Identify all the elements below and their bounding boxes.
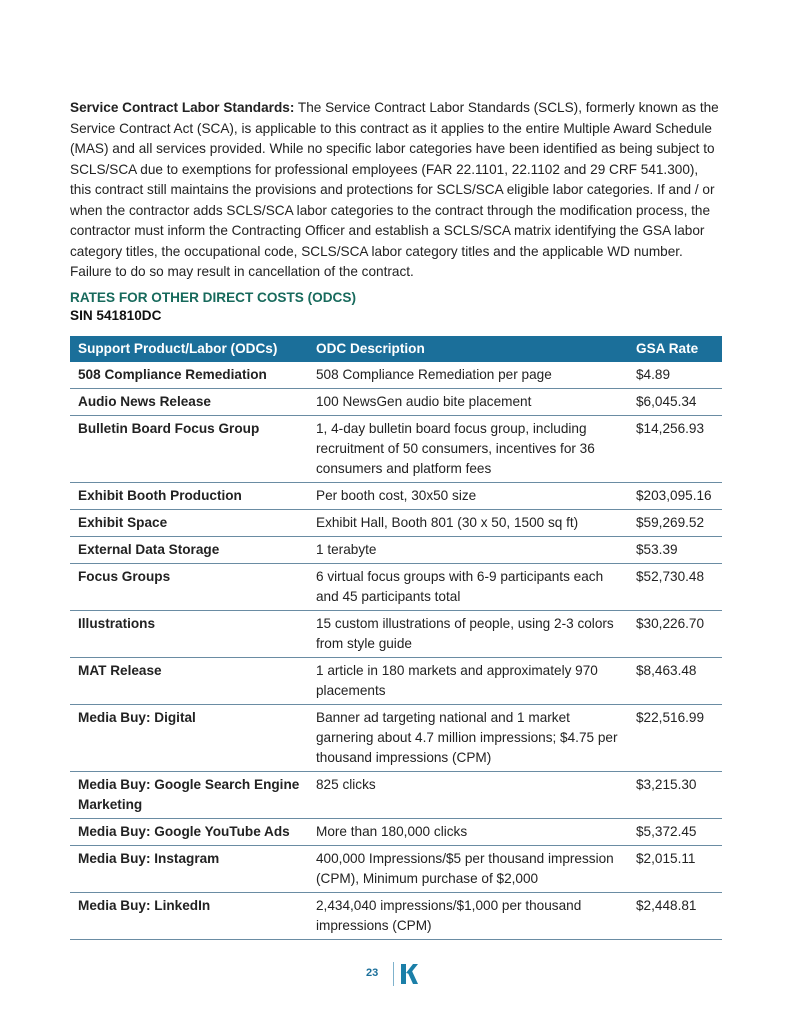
cell-description: Banner ad targeting national and 1 market garnering about 4.7 million impressions; $4.75 per thousand impressions (CPM) (308, 704, 628, 771)
table-row (70, 388, 722, 415)
paragraph-text: The Service Contract Labor Standards (SCLS), formerly known as the Service Contract Act (SCA), is applicable to this contract as it applies to the entire Multiple Award Schedule (MAS) and all services provided. While no specific labor categories have been identified as being subject to SCLS/SCA due to exemptions for professional employees (FAR 22.1101, 22.1102 and 29 CRF 541.300), this contract still maintains the provisions and protections for SCLS/SCA eligible labor categories. If and / or when the contractor adds SCLS/SCA labor categories to the contract through the modification process, the contractor must inform the Contracting Officer and establish a SCLS/SCA matrix identifying the GSA labor category titles, the occupational code, SCLS/SCA labor category titles and the applicable WD number. Failure to do so may result in cancellation of the contract. (70, 100, 719, 279)
cell-description: Exhibit Hall, Booth 801 (30 x 50, 1500 sq ft) (308, 509, 628, 536)
document-page (70, 98, 722, 940)
cell-rate: $203,095.16 (628, 482, 722, 509)
cell-product: Media Buy: LinkedIn (70, 892, 308, 939)
cell-rate: $4.89 (628, 362, 722, 389)
table-row (70, 892, 722, 939)
table-row (70, 771, 722, 818)
scls-paragraph (70, 98, 722, 283)
page-number: 23 (366, 967, 379, 979)
cell-description: Per booth cost, 30x50 size (308, 482, 628, 509)
cell-description: 2,434,040 impressions/$1,000 per thousand impressions (CPM) (308, 892, 628, 939)
cell-description: 6 virtual focus groups with 6-9 participants each and 45 participants total (308, 563, 628, 610)
table-row (70, 415, 722, 482)
k-logo-icon (400, 963, 418, 985)
cell-rate: $59,269.52 (628, 509, 722, 536)
table-row (70, 482, 722, 509)
cell-description: 508 Compliance Remediation per page (308, 362, 628, 389)
cell-description: 400,000 Impressions/$5 per thousand impression (CPM), Minimum purchase of $2,000 (308, 845, 628, 892)
cell-product: Illustrations (70, 610, 308, 657)
table-row (70, 818, 722, 845)
cell-rate: $22,516.99 (628, 704, 722, 771)
table-row (70, 362, 722, 389)
cell-product: Media Buy: Instagram (70, 845, 308, 892)
cell-rate: $52,730.48 (628, 563, 722, 610)
cell-rate: $3,215.30 (628, 771, 722, 818)
cell-product: Media Buy: Google Search Engine Marketing (70, 771, 308, 818)
paragraph-lead: Service Contract Labor Standards: (70, 100, 295, 115)
table-row (70, 536, 722, 563)
cell-rate: $53.39 (628, 536, 722, 563)
cell-rate: $8,463.48 (628, 657, 722, 704)
table-row (70, 657, 722, 704)
cell-description: 1 article in 180 markets and approximately 970 placements (308, 657, 628, 704)
cell-product: Exhibit Booth Production (70, 482, 308, 509)
cell-product: MAT Release (70, 657, 308, 704)
cell-product: Audio News Release (70, 388, 308, 415)
cell-description: 825 clicks (308, 771, 628, 818)
table-row (70, 563, 722, 610)
cell-rate: $30,226.70 (628, 610, 722, 657)
cell-product: 508 Compliance Remediation (70, 362, 308, 389)
footer-divider (393, 962, 394, 986)
cell-product: Bulletin Board Focus Group (70, 415, 308, 482)
cell-rate: $6,045.34 (628, 388, 722, 415)
cell-product: Exhibit Space (70, 509, 308, 536)
cell-description: 1, 4-day bulletin board focus group, including recruitment of 50 consumers, incentives for 36 consumers and platform fees (308, 415, 628, 482)
cell-product: Focus Groups (70, 563, 308, 610)
cell-rate: $5,372.45 (628, 818, 722, 845)
table-row (70, 509, 722, 536)
cell-product: External Data Storage (70, 536, 308, 563)
table-header-row (70, 336, 722, 362)
odc-rates-table (70, 336, 722, 940)
table-row (70, 610, 722, 657)
section-title: RATES FOR OTHER DIRECT COSTS (ODCS) (70, 289, 356, 305)
table-row (70, 845, 722, 892)
cell-description: 100 NewsGen audio bite placement (308, 388, 628, 415)
header-rate: GSA Rate (628, 336, 722, 362)
header-product: Support Product/Labor (ODCs) (70, 336, 308, 362)
cell-description: 1 terabyte (308, 536, 628, 563)
cell-rate: $14,256.93 (628, 415, 722, 482)
cell-rate: $2,448.81 (628, 892, 722, 939)
cell-description: More than 180,000 clicks (308, 818, 628, 845)
cell-product: Media Buy: Digital (70, 704, 308, 771)
cell-product: Media Buy: Google YouTube Ads (70, 818, 308, 845)
header-description: ODC Description (308, 336, 628, 362)
sin-number: SIN 541810DC (70, 307, 162, 323)
cell-description: 15 custom illustrations of people, using 2-3 colors from style guide (308, 610, 628, 657)
cell-rate: $2,015.11 (628, 845, 722, 892)
page-footer (0, 962, 791, 988)
table-row (70, 704, 722, 771)
